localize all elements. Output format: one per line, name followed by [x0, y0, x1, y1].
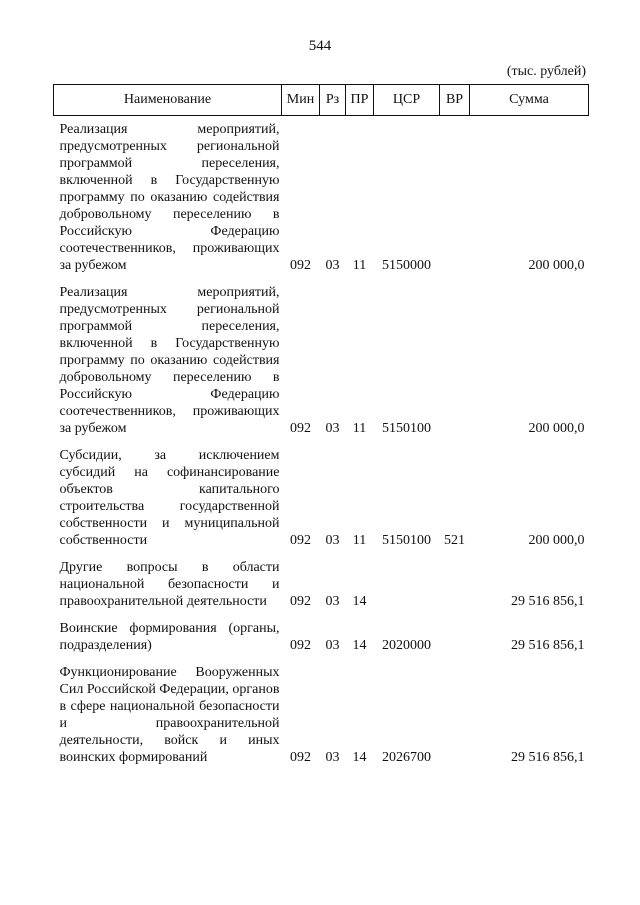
header-min: Мин — [282, 85, 320, 116]
row-rz: 03 — [325, 258, 340, 273]
row-sum: 29 516 856,1 — [511, 638, 585, 653]
row-pr: 14 — [352, 638, 367, 653]
row-sum: 29 516 856,1 — [511, 750, 585, 765]
row-min: 092 — [290, 638, 311, 653]
row-rz: 03 — [325, 638, 340, 653]
row-pr: 11 — [352, 533, 367, 548]
row-rz: 03 — [325, 421, 340, 436]
table-row — [54, 442, 589, 554]
row-min: 092 — [290, 421, 311, 436]
table-row — [54, 615, 589, 659]
table-row — [54, 279, 589, 442]
row-min: 092 — [290, 594, 311, 609]
row-rz: 03 — [325, 750, 340, 765]
page-number: 544 — [308, 38, 332, 54]
table-row — [54, 116, 589, 280]
row-min: 092 — [290, 258, 311, 273]
table-row — [54, 554, 589, 615]
row-rz: 03 — [325, 594, 340, 609]
row-vr — [440, 554, 470, 615]
row-csr: 2020000 — [382, 638, 431, 653]
header-pr: ПР — [346, 85, 374, 116]
row-csr: 5150100 — [382, 533, 431, 548]
row-pr: 14 — [352, 750, 367, 765]
header-csr: ЦСР — [374, 85, 440, 116]
row-name: Реализация мероприятий, предусмотренных региональной программой переселения, включенной в Государственную программу по оказанию содействия добровольному переселению в Российскую Федерацию соотечественников, проживающих за рубежом — [59, 122, 280, 273]
row-vr — [440, 279, 470, 442]
header-vr: ВР — [440, 85, 470, 116]
units-label: (тыс. рублей) — [506, 64, 586, 79]
row-sum: 200 000,0 — [528, 258, 585, 273]
row-name: Субсидии, за исключением субсидий на софинансирование объектов капитального строительства государственной собственности и муниципальной собственности — [59, 448, 280, 548]
row-min: 092 — [290, 750, 311, 765]
row-vr — [440, 116, 470, 280]
row-pr: 11 — [352, 421, 367, 436]
row-name: Другие вопросы в области национальной безопасности и правоохранительной деятельности — [59, 560, 280, 609]
budget-table — [53, 84, 589, 771]
row-sum: 29 516 856,1 — [511, 594, 585, 609]
header-sum: Сумма — [470, 85, 589, 116]
row-csr — [374, 554, 440, 615]
header-name: Наименование — [54, 85, 282, 116]
row-min: 092 — [290, 533, 311, 548]
row-rz: 03 — [325, 533, 340, 548]
row-sum: 200 000,0 — [528, 533, 585, 548]
row-name: Воинские формирования (органы, подразделения) — [59, 621, 280, 653]
row-name: Функционирование Вооруженных Сил Российской Федерации, органов в сфере национальной безопасности и правоохранительной деятельности, войск и иных воинских формирований — [59, 665, 280, 765]
row-vr — [440, 659, 470, 771]
row-csr: 2026700 — [382, 750, 431, 765]
row-csr: 5150100 — [382, 421, 431, 436]
row-vr — [440, 615, 470, 659]
row-pr: 14 — [352, 594, 367, 609]
row-name: Реализация мероприятий, предусмотренных региональной программой переселения, включенной в Государственную программу по оказанию содействия добровольному переселению в Российскую Федерацию соотечественников, проживающих за рубежом — [59, 285, 280, 436]
row-pr: 11 — [352, 258, 367, 273]
header-rz: Рз — [320, 85, 346, 116]
row-csr: 5150000 — [382, 258, 431, 273]
row-vr: 521 — [444, 533, 465, 548]
table-header-row — [54, 85, 589, 116]
table-row — [54, 659, 589, 771]
row-sum: 200 000,0 — [528, 421, 585, 436]
